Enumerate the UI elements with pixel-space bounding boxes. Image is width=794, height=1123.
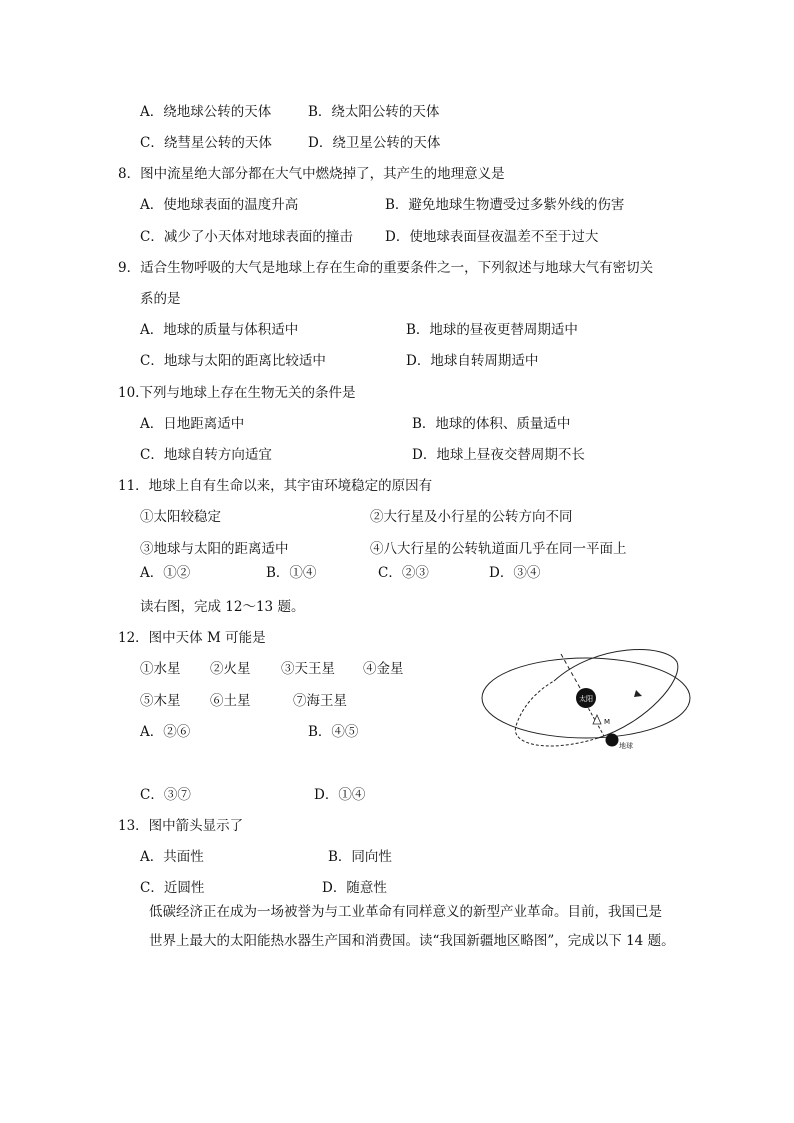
read-instruction: 读右图，完成 12～13 题。 [140, 599, 305, 615]
q10-option-d: D．地球上昼夜交替周期不长 [412, 447, 585, 463]
q9-option-d: D．地球自转周期适中 [406, 353, 539, 369]
q8-option-b: B．避免地球生物遭受过多紫外线的伤害 [385, 197, 625, 213]
q11-item-2: ②大行星及小行星的公转方向不同 [370, 509, 573, 525]
sun-label: 太阳 [579, 695, 593, 703]
passage-line-1: 低碳经济正在成为一场被誉为与工业革命有同样意义的新型产业革命。目前，我国已是 [149, 904, 662, 920]
earth-label: 地球 [619, 742, 633, 750]
q10-option-a: A．日地距离适中 [140, 416, 245, 432]
q12-item-3: ③天王星 [281, 661, 335, 677]
q8-stem: 8．图中流星绝大部分都在大气中燃烧掉了，其产生的地理意义是 [118, 166, 505, 182]
q8-option-d: D．使地球表面昼夜温差不至于过大 [385, 229, 599, 245]
q7-option-a: A．绕地球公转的天体 [140, 104, 272, 120]
orbit-diagram [476, 648, 702, 756]
q9-option-b: B．地球的昼夜更替周期适中 [406, 322, 578, 338]
q12-item-6: ⑥土星 [210, 693, 251, 709]
q11-option-a: A．①② [140, 565, 191, 581]
q9-stem-line1: 9．适合生物呼吸的大气是地球上存在生命的重要条件之一，下列叙述与地球大气有密切关 [118, 260, 654, 276]
q7-option-d: D．绕卫星公转的天体 [308, 135, 441, 151]
q12-item-4: ④金星 [363, 661, 404, 677]
q13-option-c: C．近圆性 [140, 880, 205, 896]
q12-option-a: A．②⑥ [140, 724, 191, 740]
q12-option-c: C．③⑦ [140, 787, 191, 803]
q12-item-7: ⑦海王星 [293, 693, 347, 709]
q10-option-c: C．地球自转方向适宜 [140, 447, 272, 463]
q9-option-a: A．地球的质量与体积适中 [140, 322, 299, 338]
q11-item-3: ③地球与太阳的距离适中 [140, 541, 289, 557]
orbit-direction-arrow-icon [634, 690, 642, 697]
passage-line-2: 世界上最大的太阳能热水器生产国和消费国。读“我国新疆地区略图”，完成以下 14 题。 [149, 933, 675, 949]
planet-m-label: M [604, 718, 611, 726]
q9-option-c: C．地球与太阳的距离比较适中 [140, 353, 326, 369]
q10-stem: 10.下列与地球上存在生物无关的条件是 [118, 385, 356, 401]
q13-stem: 13．图中箭头显示了 [118, 818, 244, 834]
q12-item-1: ①水星 [140, 661, 181, 677]
q11-option-b: B．①④ [266, 565, 317, 581]
q11-stem: 11．地球上自有生命以来，其宇宙环境稳定的原因有 [118, 478, 433, 494]
planet-m-orbit-front [554, 650, 678, 738]
q10-option-b: B．地球的体积、质量适中 [412, 416, 571, 432]
earth-icon [606, 734, 619, 747]
q12-item-2: ②火星 [210, 661, 251, 677]
q9-stem-line2: 系的是 [140, 291, 181, 307]
q7-option-c: C．绕彗星公转的天体 [140, 135, 272, 151]
q8-option-c: C．减少了小天体对地球表面的撞击 [140, 229, 353, 245]
q12-item-5: ⑤木星 [140, 693, 181, 709]
q12-option-d: D．①④ [314, 787, 366, 803]
q11-item-4: ④八大行星的公转轨道面几乎在同一平面上 [370, 541, 627, 557]
q13-option-a: A．共面性 [140, 849, 204, 865]
q11-item-1: ①太阳较稳定 [140, 509, 221, 525]
q13-option-b: B．同向性 [328, 849, 392, 865]
q12-stem: 12．图中天体 M 可能是 [118, 630, 266, 646]
q11-option-c: C．②③ [378, 565, 429, 581]
q11-option-d: D．③④ [489, 565, 541, 581]
q8-option-a: A．使地球表面的温度升高 [140, 197, 299, 213]
q13-option-d: D．随意性 [322, 880, 387, 896]
q12-option-b: B．④⑤ [308, 724, 359, 740]
q7-option-b: B．绕太阳公转的天体 [308, 104, 440, 120]
